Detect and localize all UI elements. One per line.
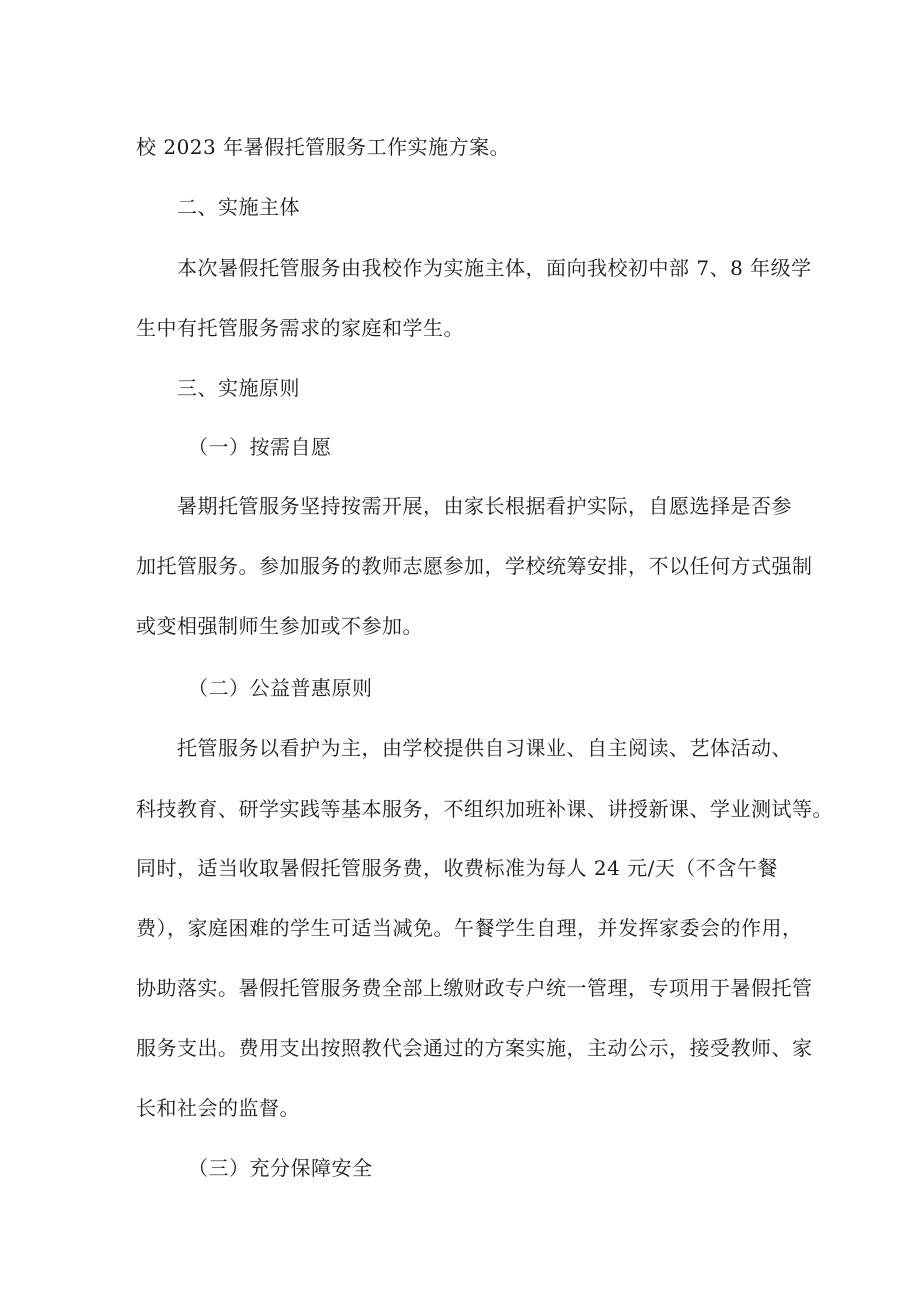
paragraph-line: 同时，适当收取暑假托管服务费，收费标准为每人 24 元/天（不含午餐 — [136, 856, 778, 880]
paragraph-line: 费），家庭困难的学生可适当减免。午餐学生自理，并发挥家委会的作用， — [136, 916, 803, 940]
paragraph-line: 托管服务以看护为主，由学校提供自习课业、自主阅读、艺体活动、 — [177, 736, 792, 760]
paragraph-line: 加托管服务。参加服务的教师志愿参加，学校统筹安排，不以任何方式强制 — [136, 554, 813, 578]
subsection-heading: （一）按需自愿 — [188, 435, 332, 459]
paragraph-line: 服务支出。费用支出按照教代会通过的方案实施，主动公示，接受教师、家 — [136, 1036, 813, 1060]
subsection-heading: （三）充分保障安全 — [188, 1156, 373, 1180]
section-heading: 二、实施主体 — [177, 195, 300, 219]
paragraph-line: 协助落实。暑假托管服务费全部上缴财政专户统一管理，专项用于暑假托管 — [136, 976, 813, 1000]
subsection-heading: （二）公益普惠原则 — [188, 676, 373, 700]
paragraph-line: 本次暑假托管服务由我校作为实施主体，面向我校初中部 7、8 年级学 — [177, 256, 812, 280]
paragraph-line: 校 2023 年暑假托管服务工作实施方案。 — [136, 135, 511, 159]
section-heading: 三、实施原则 — [177, 376, 300, 400]
paragraph-line: 或变相强制师生参加或不参加。 — [136, 614, 423, 638]
paragraph-line: 暑期托管服务坚持按需开展，由家长根据看护实际，自愿选择是否参 — [177, 494, 792, 518]
paragraph-line: 科技教育、研学实践等基本服务，不组织加班补课、讲授新课、学业测试等。 — [136, 797, 833, 821]
paragraph-line: 长和社会的监督。 — [136, 1096, 300, 1120]
paragraph-line: 生中有托管服务需求的家庭和学生。 — [136, 316, 464, 340]
